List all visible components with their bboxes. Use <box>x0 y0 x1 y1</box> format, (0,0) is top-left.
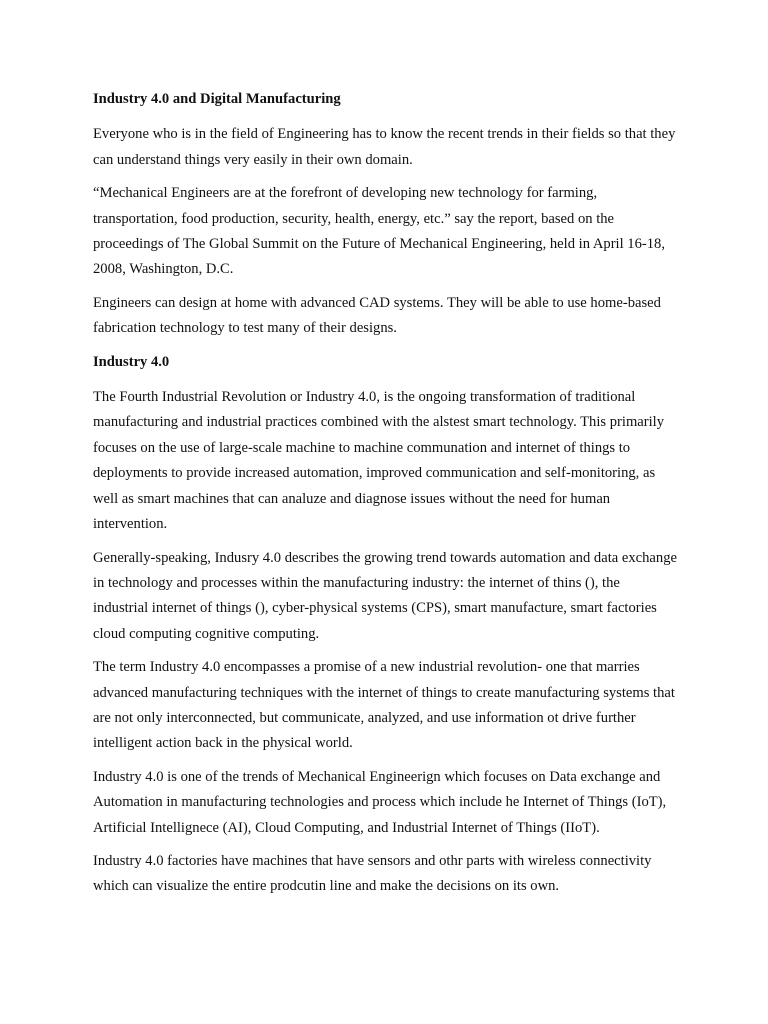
intro-paragraph-3: Engineers can design at home with advanced CAD systems. They will be able to use home-based fabrication technology to test many of their designs. <box>93 294 661 337</box>
section-paragraph-5: Industry 4.0 factories have machines that have sensors and othr parts with wireless connectivity which can visualize the entire prodcutin line and make the decisions on its own. <box>93 852 652 895</box>
intro-paragraph-1: Everyone who is in the field of Engineering has to know the recent trends in their fields so that they can understand things very easily in their own domain. <box>93 126 676 168</box>
section-paragraph-1: The Fourth Industrial Revolution or Industry 4.0, is the ongoing transformation of traditional manufacturing and industrial practices combined with the alstest smart technology. This primarily focuses on the use of large-scale machine to machine communation and internet of things to deployments to provide increased automation, improved communication and self-monitoring, as well as smart machines that can analuze and diagnose issues without the need for human intervention. <box>93 389 665 533</box>
section-heading: Industry 4.0 <box>93 353 170 370</box>
intro-paragraph-2: “Mechanical Engineers are at the forefront of developing new technology for farming, transportation, food production, security, health, energy, etc.” say the report, based on the proceedings of The Global Summit on the Future of Mechanical Engineering, held in April 16-18, 2008, Washington, D.C. <box>93 185 666 278</box>
section-paragraph-3: The term Industry 4.0 encompasses a promise of a new industrial revolution- one that marries advanced manufacturing techniques with the internet of things to create manufacturing systems that are not only interconnected, but communicate, analyzed, and use information ot drive further intelligent action back in the physical world. <box>93 659 675 752</box>
section-paragraph-4: Industry 4.0 is one of the trends of Mechanical Engineerign which focuses on Data exchange and Automation in manufacturing technologies and process which include he Internet of Things (IoT), Artificial Intellignece (AI), Cloud Computing, and Industrial Internet of Things (IIoT). <box>93 768 667 836</box>
document-title: Industry 4.0 and Digital Manufacturing <box>93 91 341 107</box>
section-paragraph-2: Generally-speaking, Indusry 4.0 describes the growing trend towards automation and data exchange in technology and processes within the manufacturing industry: the internet of thins (), the industrial internet of things (), cyber-physical systems (CPS), smart manufacture, smart factories cloud computing cognitive computing. <box>93 549 677 642</box>
